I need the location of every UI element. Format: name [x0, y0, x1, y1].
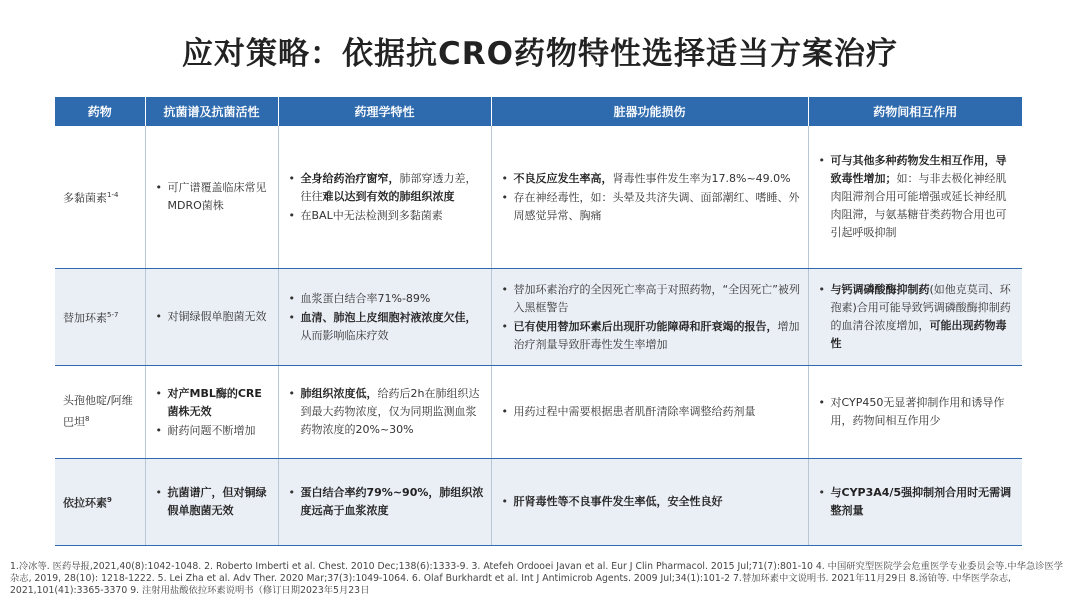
body-text: 如：与非去极化神经肌肉阻滞剂合用可能增强或延长神经肌肉阻滞，与氨基糖苷类药物合用也可引起呼吸抑制 — [830, 172, 1007, 239]
header-drug: 药物 — [55, 97, 145, 126]
pharmacology-cell — [278, 269, 491, 366]
interaction-cell — [808, 126, 1022, 269]
pharmacology-cell — [278, 366, 491, 459]
list-item — [514, 189, 802, 225]
emphasis-text: 蛋白结合率约79%~90%，肺组织浓度远高于血浆浓度 — [300, 486, 484, 517]
body-text: 替加环素治疗的全因死亡率高于对照药物，“全因死亡”被列入黑框警告 — [513, 282, 800, 314]
emphasis-text: 全身给药治疗窗窄， — [300, 171, 400, 185]
list-item — [514, 281, 802, 317]
list-item — [831, 281, 1017, 353]
list-item — [168, 422, 272, 440]
body-text: 肺部穿透力差，往往 — [300, 171, 477, 203]
emphasis-text: 对产MBL酶的CRE菌株无效 — [167, 386, 262, 418]
emphasis-text: 肝肾毒性等不良事件发生率低，安全性良好 — [513, 495, 723, 508]
list-item — [514, 318, 802, 354]
body-text: 在BAL中无法检测到多黏菌素 — [300, 208, 443, 222]
drug-name-cell: 依拉环素$^9$ — [55, 459, 145, 546]
table-row — [55, 269, 1022, 366]
spectrum-cell — [145, 366, 278, 459]
interaction-cell — [808, 269, 1022, 366]
body-text: 从而影响临床疗效 — [300, 328, 389, 342]
drug-name-cell: 替加环素$^{5-7}$ — [55, 269, 145, 366]
pharmacology-cell — [278, 126, 491, 269]
emphasis-text: 血清、肺泡上皮细胞衬液浓度欠佳， — [300, 310, 477, 324]
emphasis-text: 与钙调磷酸酶抑制药 — [830, 283, 930, 296]
emphasis-text: 不良反应发生率高， — [513, 171, 613, 185]
list-item — [514, 493, 802, 511]
list-item — [301, 484, 485, 520]
list-item — [301, 207, 485, 225]
table-header-row — [55, 97, 1022, 126]
list-item — [168, 484, 272, 520]
drug-name-cell: 头孢他啶/阿维巴坦$^8$ — [55, 366, 145, 459]
spectrum-cell — [145, 269, 278, 366]
header-pharmacology: 药理学特性 — [278, 97, 491, 126]
table-row — [55, 126, 1022, 269]
body-text: 耐药问题不断增加 — [167, 423, 256, 437]
emphasis-text: 可能出现药物毒性 — [830, 319, 1007, 350]
list-item — [514, 403, 802, 421]
list-item — [831, 484, 1017, 520]
emphasis-text: 可与其他多种药物发生相互作用，导致毒性增加； — [830, 154, 1007, 185]
header-spectrum: 抗菌谱及抗菌活性 — [145, 97, 278, 126]
interaction-cell — [808, 366, 1022, 459]
list-item — [514, 170, 802, 188]
organ-damage-cell — [491, 269, 808, 366]
body-text: 存在神经毒性，如：头晕及共济失调、面部潮红、嗜睡、外周感觉异常、胸痛 — [513, 190, 800, 222]
list-item — [301, 385, 485, 439]
organ-damage-cell — [491, 126, 808, 269]
header-interactions: 药物间相互作用 — [808, 97, 1022, 126]
organ-damage-cell — [491, 459, 808, 546]
list-item — [168, 385, 272, 421]
table-row — [55, 366, 1022, 459]
table-row — [55, 459, 1022, 546]
spectrum-cell — [145, 126, 278, 269]
drug-comparison-table — [55, 97, 1022, 546]
interaction-cell — [808, 459, 1022, 546]
list-item — [301, 170, 485, 206]
spectrum-cell — [145, 459, 278, 546]
body-text: 对CYP450无显著抑制作用和诱导作用，药物间相互作用少 — [830, 396, 1005, 427]
body-text: (如他克莫司、环孢素)合用可能导致钙调磷酸酶抑制药的血清谷浓度增加， — [830, 283, 1011, 332]
body-text: 用药过程中需要根据患者肌酐清除率调整给药剂量 — [513, 405, 756, 418]
list-item — [301, 309, 485, 345]
pharmacology-cell — [278, 459, 491, 546]
body-text: 增加治疗剂量导致肝毒性发生率增加 — [513, 319, 800, 351]
body-text: 血浆蛋白结合率71%-89% — [300, 291, 431, 305]
emphasis-text: 肺组织浓度低， — [300, 387, 378, 400]
emphasis-text: 难以达到有效的肺组织浓度 — [322, 189, 455, 203]
references: 1.冷冰等. 医药导报,2021,40(8):1042-1048. 2. Roberto Imberti et al. Chest. 2010 Dec;138(6):1333-9. 3. Atefeh Ordooei Javan et al. Eur J Clin Pharmacol. 2015 Jul;71(7):801-10 4. 中国研究型医院学会危重医学专业委员会等.中华急诊医学杂志, 2019, 28(10): 1218-1222. 5. Lei Zha et al. Adv Ther. 2020 Mar;37(3):1049-1064. 6. Olaf Burkhardt et al. Int J Antimicrob Agents. 2009 Jul;34(1):101-2 7.替加环素中文说明书. 2021年11月29日 8.汤铂等. 中华医学杂志, 2021,101(41):3365-3370 9. 注射用盐酸依拉环素说明书（修订日期2023年5月23日 — [10, 561, 1064, 596]
list-item — [831, 152, 1017, 242]
body-text: 肾毒性事件发生率为17.8%~49.0% — [612, 171, 791, 185]
list-item: • 可广谱覆盖临床常见MDRO菌株 — [168, 179, 272, 215]
list-item — [831, 394, 1017, 430]
organ-damage-cell — [491, 366, 808, 459]
drug-name-cell: 多黏菌素$^{1-4}$ — [55, 126, 145, 269]
header-organ-damage: 脏器功能损伤 — [491, 97, 808, 126]
emphasis-text: 抗菌谱广，但对铜绿假单胞菌无效 — [167, 486, 267, 517]
emphasis-text: 与CYP3A4/5强抑制剂合用时无需调整剂量 — [830, 486, 1012, 517]
body-text: 给药后2h在肺组织达到最大药物浓度，仅为同期监测血浆药物浓度的20%~30% — [300, 387, 480, 436]
list-item — [301, 290, 485, 308]
emphasis-text: 已有使用替加环素后出现肝功能障碍和肝衰竭的报告， — [513, 319, 778, 333]
list-item: • 对铜绿假单胞菌无效 — [168, 308, 272, 326]
page-title: 应对策略：依据抗CRO药物特性选择适当方案治疗 — [182, 36, 898, 72]
